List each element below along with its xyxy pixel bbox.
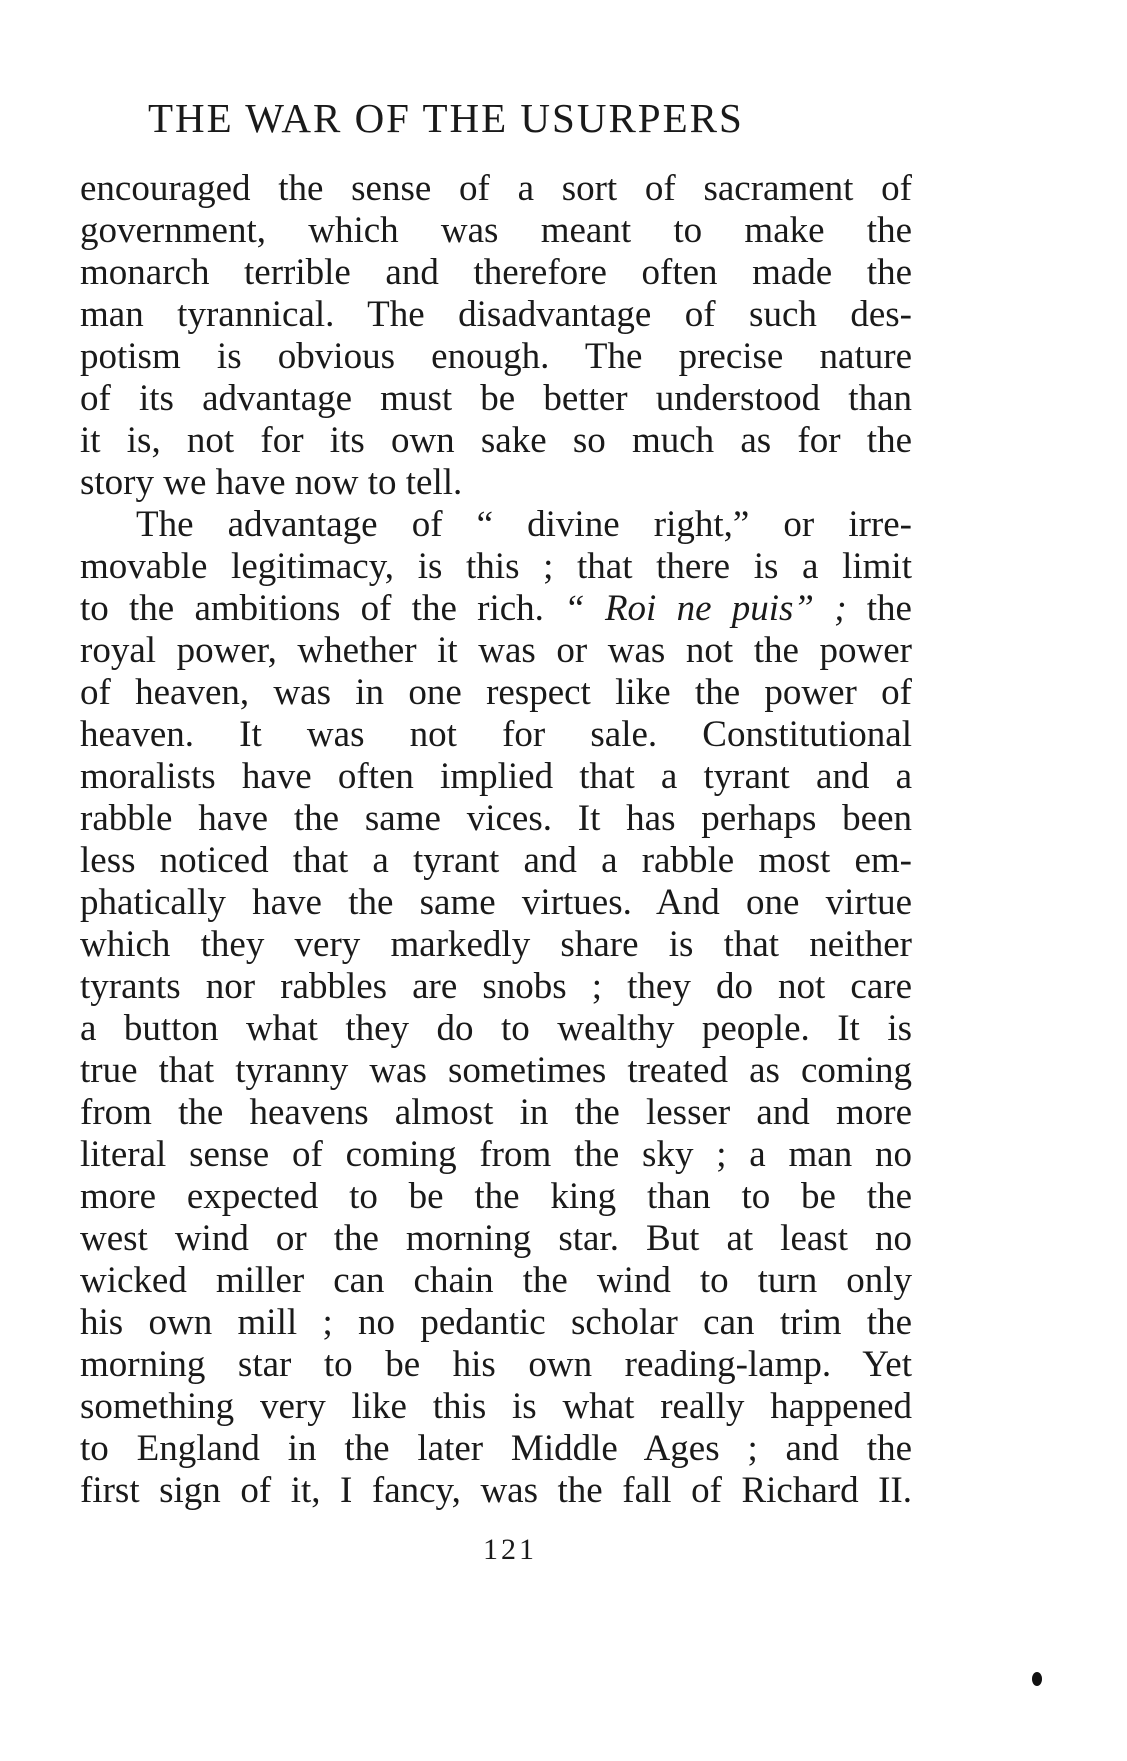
text-line: less noticed that a tyrant and a rabble most em- bbox=[80, 840, 912, 881]
paragraph bbox=[80, 504, 912, 1512]
text-line: encouraged the sense of a sort of sacrament of bbox=[80, 168, 912, 209]
text-line: which they very markedly share is that neither bbox=[80, 924, 912, 965]
text-line: story we have now to tell. bbox=[80, 462, 463, 503]
text-line: moralists have often implied that a tyrant and a bbox=[80, 756, 912, 797]
text-line: potism is obvious enough. The precise nature bbox=[80, 336, 912, 377]
text-line: it is, not for its own sake so much as for the bbox=[80, 420, 912, 461]
text-line: from the heavens almost in the lesser and more bbox=[80, 1092, 912, 1133]
italic-phrase: “ Roi ne puis” ; bbox=[564, 588, 847, 629]
text-line: his own mill ; no pedantic scholar can trim the bbox=[80, 1302, 912, 1343]
page-number: 121 bbox=[483, 1533, 537, 1566]
text-line bbox=[80, 588, 912, 630]
text-line: to England in the later Middle Ages ; and the bbox=[80, 1428, 912, 1469]
text-line: more expected to be the king than to be the bbox=[80, 1176, 912, 1217]
text-line: tyrants nor rabbles are snobs ; they do not care bbox=[80, 966, 912, 1007]
text-line: movable legitimacy, is this ; that there is a limit bbox=[80, 546, 912, 587]
text-line: literal sense of coming from the sky ; a man no bbox=[80, 1134, 912, 1175]
text-run: to the ambitions of the rich. bbox=[80, 588, 565, 629]
text-line: a button what they do to wealthy people. It is bbox=[80, 1008, 912, 1049]
text-line: first sign of it, I fancy, was the fall of Richard II. bbox=[80, 1470, 912, 1511]
text-line: something very like this is what really happened bbox=[80, 1386, 912, 1427]
paragraph bbox=[80, 168, 912, 504]
text-line: of heaven, was in one respect like the power of bbox=[80, 672, 912, 713]
text-line: heaven. It was not for sale. Constitutional bbox=[80, 714, 912, 755]
text-line: wicked miller can chain the wind to turn only bbox=[80, 1260, 912, 1301]
ink-speck bbox=[1032, 1672, 1042, 1686]
text-line: royal power, whether it was or was not the power bbox=[80, 630, 912, 671]
text-run: the bbox=[846, 588, 912, 629]
text-line: monarch terrible and therefore often made the bbox=[80, 252, 912, 293]
text-line: government, which was meant to make the bbox=[80, 210, 912, 251]
text-line: rabble have the same vices. It has perhaps been bbox=[80, 798, 912, 839]
text-line: west wind or the morning star. But at least no bbox=[80, 1218, 912, 1259]
running-head: THE WAR OF THE USURPERS bbox=[148, 95, 744, 141]
text-line: man tyrannical. The disadvantage of such des- bbox=[80, 294, 912, 335]
text-line: phatically have the same virtues. And one virtue bbox=[80, 882, 912, 923]
text-line: The advantage of “ divine right,” or irre- bbox=[136, 504, 912, 545]
text-line: true that tyranny was sometimes treated as coming bbox=[80, 1050, 912, 1091]
body-text bbox=[80, 168, 912, 1512]
text-line: morning star to be his own reading-lamp. Yet bbox=[80, 1344, 912, 1385]
text-line: of its advantage must be better understood than bbox=[80, 378, 912, 419]
